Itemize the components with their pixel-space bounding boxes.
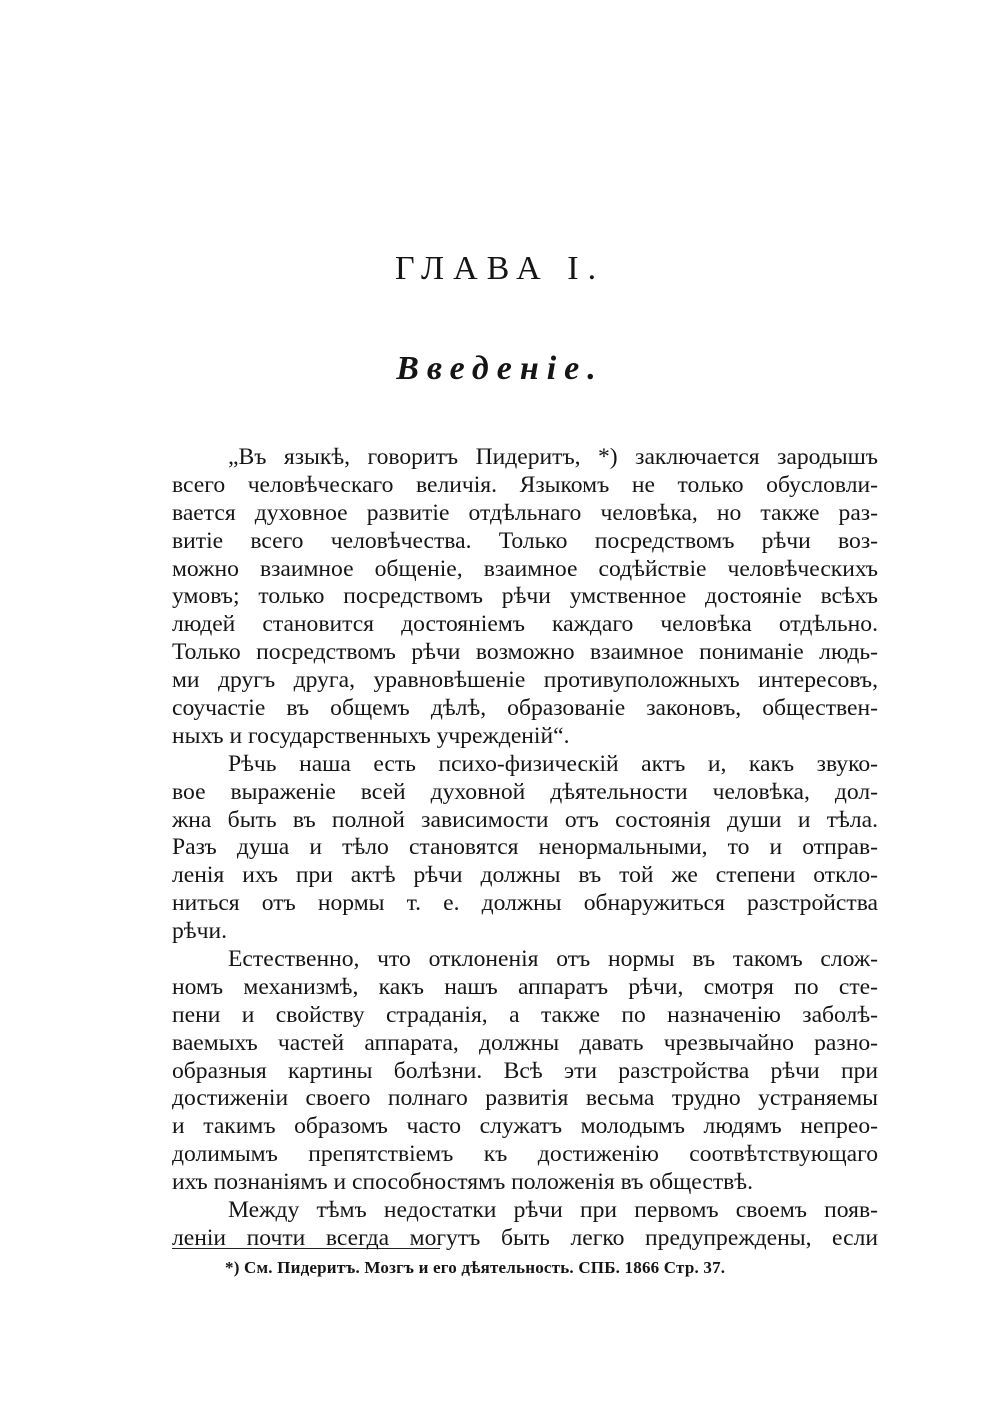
text-line: и такимъ образомъ часто служатъ молодымъ людямъ непрео- [172,1113,878,1140]
text-line: Естественно, что отклоненiя отъ нормы въ такомъ слож- [228,946,878,973]
text-line: образныя картины болѣзни. Всѣ эти разстройства рѣчи при [172,1057,878,1084]
text-line: витiе всего человѣчества. Только посредствомъ рѣчи воз- [172,527,878,554]
footnote-divider [172,1248,440,1249]
paragraph [172,946,878,1197]
text-line: Только посредствомъ рѣчи возможно взаимное пониманiе людь- [172,639,878,666]
text-line: ленiя ихъ при актѣ рѣчи должны въ той же степени откло- [172,862,878,889]
text-line: ихъ познанiямъ и способностямъ положенiя въ обществѣ. [172,1169,753,1196]
text-line: ныхъ и государственныхъ учрежденiй“. [172,722,570,749]
body-text [172,444,878,1253]
chapter-title: ГЛАВА І. [394,250,606,287]
text-line: людей становится достоянiемъ каждаго человѣка отдѣльно. [172,611,878,638]
section-title: Введенiе. [396,350,604,387]
text-line: вается духовное развитiе отдѣльнаго человѣка, но также раз- [172,499,878,526]
text-line: ваемыхъ частей аппарата, должны давать чрезвычайно разно- [172,1029,878,1056]
text-line: Рѣчь наша есть психо-физическiй актъ и, какъ звуко- [228,750,878,777]
text-line: жна быть въ полной зависимости отъ состоянiя души и тѣла. [172,806,878,833]
text-line: номъ механизмѣ, какъ нашъ аппаратъ рѣчи, смотря по сте- [172,973,878,1000]
paragraph [172,1197,878,1253]
paragraph [172,751,878,946]
text-line: „Въ языкѣ, говоритъ Пидеритъ, *) заключается зародышъ [228,444,878,470]
text-line: можно взаимное общенiе, взаимное содѣйствiе человѣческихъ [172,555,878,582]
footnote: *) См. Пидеритъ. Мозгъ и его дѣятельность. СПБ. 1866 Стр. 37. [225,1258,726,1277]
text-line: всего человѣческаго величiя. Языкомъ не только обусловли- [172,471,878,498]
text-line: соучастiе въ общемъ дѣлѣ, образованiе законовъ, обществен- [172,695,878,722]
text-line: Между тѣмъ недостатки рѣчи при первомъ своемъ появ- [228,1197,878,1224]
text-line: пени и свойству страданiя, а также по назначенiю заболѣ- [172,1001,878,1028]
text-line: вое выраженiе всей духовной дѣятельности человѣка, дол- [172,778,878,805]
text-line: ленiи почти всегда могутъ быть легко предупреждены, если [172,1224,878,1251]
text-line: достиженiи своего полнаго развитiя весьма трудно устраняемы [172,1085,878,1112]
text-line: рѣчи. [172,918,227,945]
text-line: ми другъ друга, уравновѣшенiе противуположныхъ интересовъ, [172,667,878,694]
paragraph [172,444,878,751]
text-line: умовъ; только посредствомъ рѣчи умственное достоянiе всѣхъ [172,583,878,610]
text-line: ниться отъ нормы т. е. должны обнаружиться разстройства [172,890,878,917]
text-line: долимымъ препятствiемъ къ достиженiю соотвѣтствующаго [172,1141,878,1168]
text-line: Разъ душа и тѣло становятся ненормальными, то и отправ- [172,834,878,861]
